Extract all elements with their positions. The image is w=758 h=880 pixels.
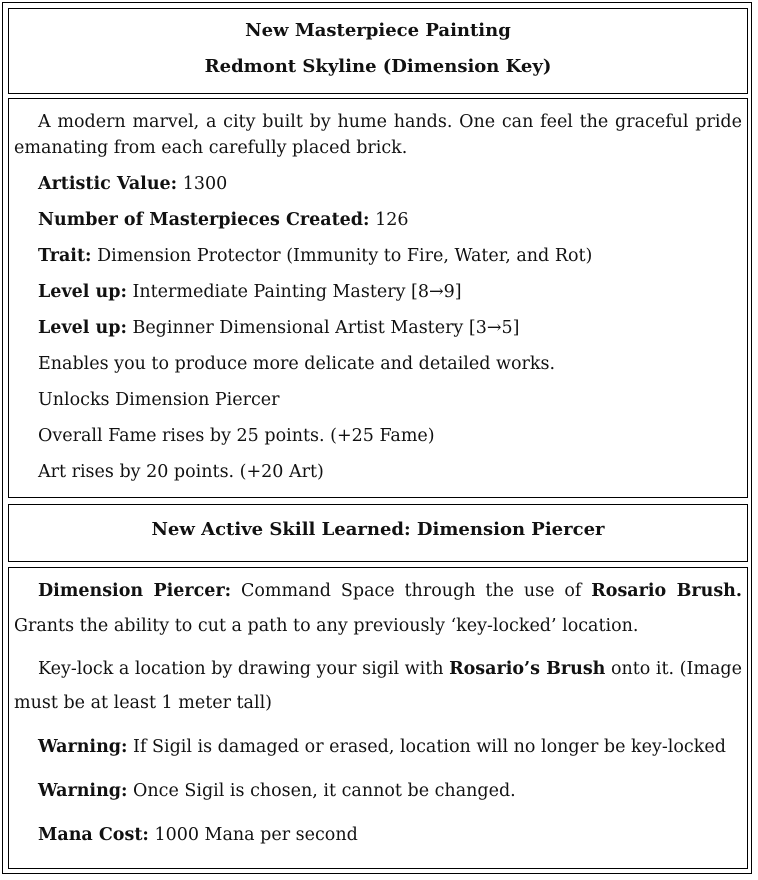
keylock-line-1	[14, 659, 742, 679]
artistic-value-row	[14, 174, 742, 194]
description-line-1: A modern marvel, a city built by hume hands. One can feel the graceful pride	[38, 112, 742, 132]
skill-brush-name: Rosario Brush.	[591, 581, 742, 601]
skill-header-title: New Active Skill Learned: Dimension Piercer	[151, 519, 605, 540]
levelup-value-2: Beginner Dimensional Artist Mastery [3→5]	[126, 318, 520, 338]
warning-text-2: Once Sigil is chosen, it cannot be changed.	[127, 781, 516, 801]
masterpieces-row	[14, 210, 742, 230]
levelup-row-2	[14, 318, 742, 338]
masterpieces-value: 126	[369, 210, 409, 230]
skill-desc-line-1	[14, 581, 742, 601]
keylock-text-2: onto it. (Image	[605, 659, 742, 679]
levelup-row-1	[14, 282, 742, 302]
warning-row-2	[14, 781, 742, 801]
unlocks-line: Unlocks Dimension Piercer	[38, 390, 280, 410]
painting-details-box	[8, 98, 748, 498]
fame-line: Overall Fame rises by 25 points. (+25 Fame)	[38, 426, 435, 446]
levelup-label-2: Level up:	[38, 318, 127, 338]
header-subtitle: Redmont Skyline (Dimension Key)	[204, 56, 552, 77]
warning-text-1: If Sigil is damaged or erased, location will no longer be key-locked	[127, 737, 726, 757]
artistic-value: 1300	[177, 174, 228, 194]
keylock-brush-name: Rosario’s Brush	[449, 659, 606, 679]
keylock-text: Key-lock a location by drawing your sigil with	[38, 659, 450, 679]
description-line-2: emanating from each carefully placed brick.	[14, 138, 408, 158]
trait-row	[14, 246, 742, 266]
masterpieces-label: Number of Masterpieces Created:	[38, 210, 370, 230]
skill-desc-line-2: Grants the ability to cut a path to any previously ‘key-locked’ location.	[14, 616, 639, 636]
trait-value: Dimension Protector (Immunity to Fire, Water, and Rot)	[91, 246, 593, 266]
skill-header-box	[8, 504, 748, 562]
keylock-line-2: must be at least 1 meter tall)	[14, 693, 273, 713]
levelup-value-1: Intermediate Painting Mastery [8→9]	[126, 282, 462, 302]
mana-cost-value: 1000 Mana per second	[148, 825, 358, 845]
trait-label: Trait:	[38, 246, 92, 266]
enables-line: Enables you to produce more delicate and detailed works.	[38, 354, 556, 374]
warning-label-1: Warning:	[38, 737, 128, 757]
artistic-value-label: Artistic Value:	[38, 174, 178, 194]
warning-label-2: Warning:	[38, 781, 128, 801]
mana-cost-label: Mana Cost:	[38, 825, 149, 845]
mana-cost-row	[14, 825, 742, 845]
header-title: New Masterpiece Painting	[245, 20, 511, 41]
painting-header-box	[8, 8, 748, 94]
art-line: Art rises by 20 points. (+20 Art)	[38, 462, 324, 482]
warning-row-1	[14, 737, 742, 757]
skill-details-box	[8, 567, 748, 869]
levelup-label-1: Level up:	[38, 282, 127, 302]
skill-desc-text: Command Space through the use of	[231, 581, 592, 601]
skill-name-label: Dimension Piercer:	[38, 581, 232, 601]
